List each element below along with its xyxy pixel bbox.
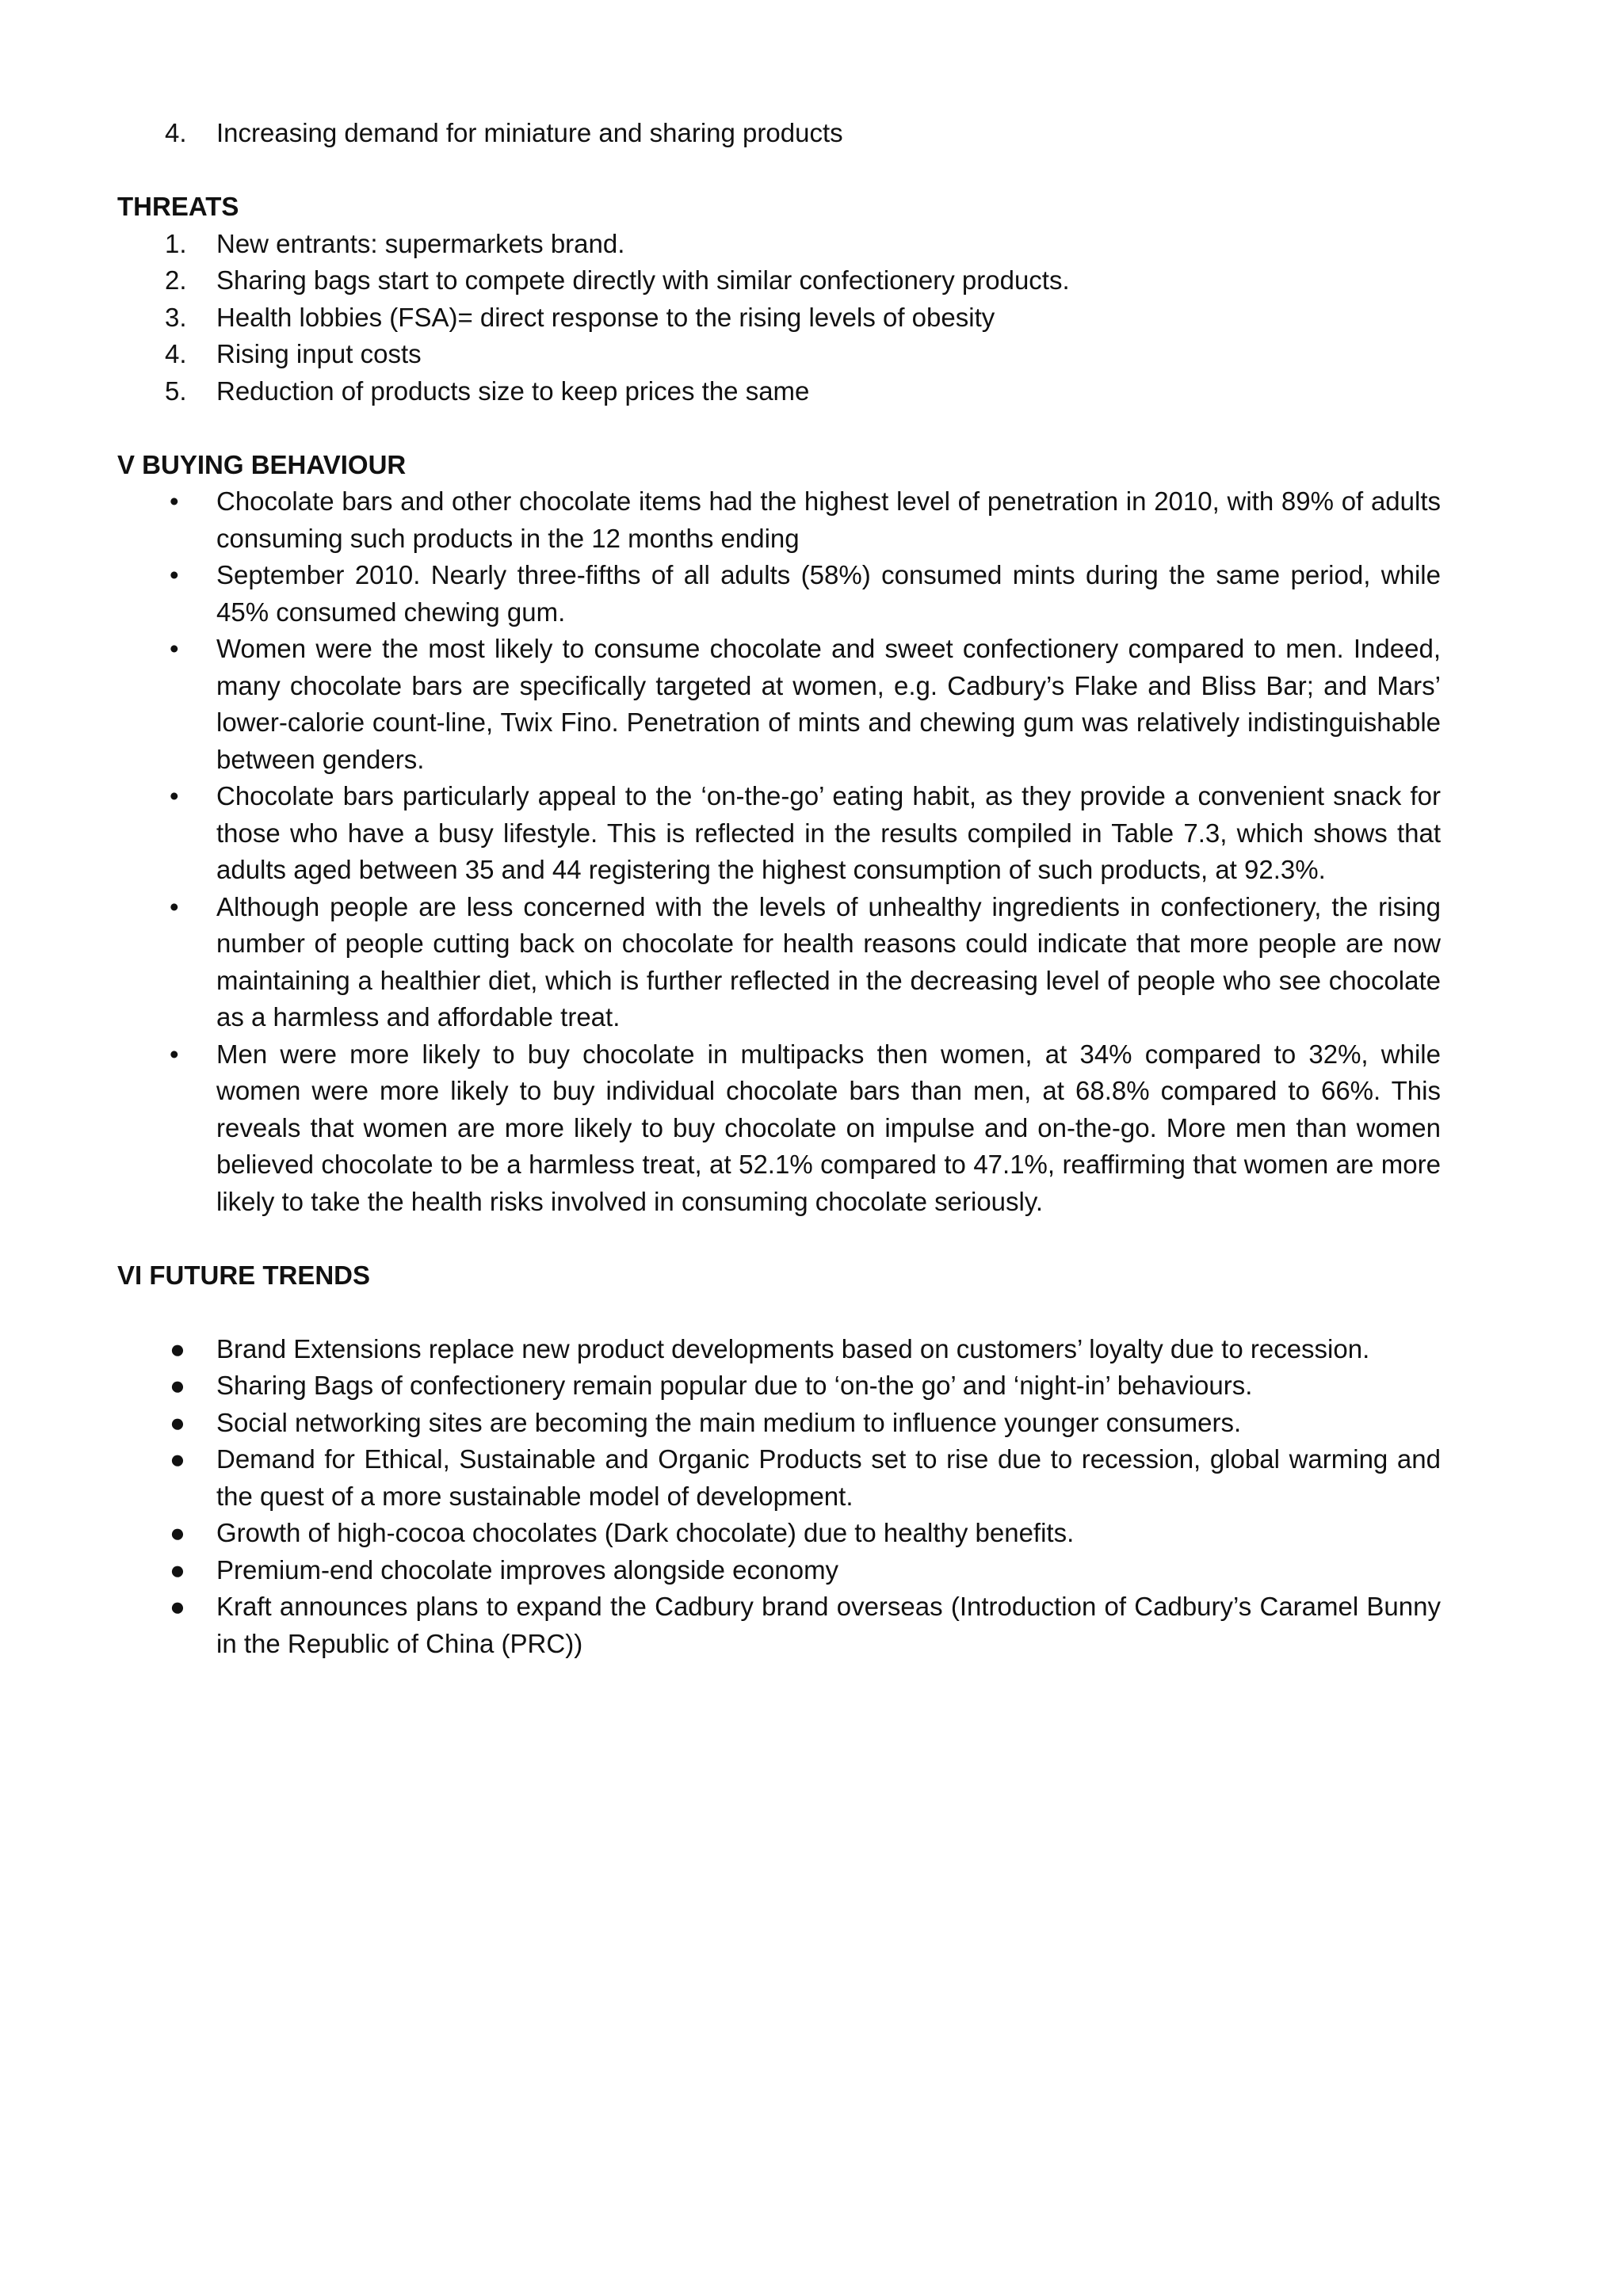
threat-item [117,336,1441,373]
bullet-icon: ● [170,1371,185,1400]
list-item-text: Women were the most likely to consume chocolate and sweet confectionery compared to men. Indeed, many chocolate bars are specifically targeted at women, e.g. Cadbury’s Flake and Bliss Bar; and Mars’ lower-calorie count-line, Twix Fino. Penetration of mints and chewing gum was relatively indistinguishable between genders. [216,634,1441,774]
list-item-text: Rising input costs [216,339,422,368]
list-item-text: Although people are less concerned with the levels of unhealthy ingredients in confectionery, the rising number of people cutting back on chocolate for health reasons could indicate that more people are now maintaining a healthier diet, which is further reflected in the decreasing level of people who see chocolate as a harmless and affordable treat. [216,891,1441,1032]
buying-item [117,631,1441,778]
list-item-text: Health lobbies (FSA)= direct response to the rising levels of obesity [216,302,995,332]
future-trends-list [117,1331,1441,1663]
list-item-text: New entrants: supermarkets brand. [216,228,625,258]
spacer [117,1294,1441,1331]
future-item [117,1405,1441,1442]
list-item-text: Demand for Ethical, Sustainable and Organic Products set to rise due to recession, global warming and the quest of a more sustainable model of development. [216,1444,1441,1511]
future-item [117,1367,1441,1405]
buying-item [117,483,1441,557]
buying-item [117,1036,1441,1221]
bullet-icon: • [170,634,179,663]
bullet-icon: • [170,486,179,516]
threats-heading: THREATS [117,192,239,221]
spacer [117,1220,1441,1257]
list-item-text: Growth of high-cocoa chocolates (Dark chocolate) due to healthy benefits. [216,1518,1075,1547]
list-item-text: Sharing bags start to compete directly with similar confectionery products. [216,265,1070,295]
list-number: 4. [165,339,187,368]
bullet-icon: ● [170,1444,185,1474]
buying-item [117,889,1441,1036]
spacer [117,410,1441,447]
threat-item [117,262,1441,299]
future-item [117,1589,1441,1662]
bullet-icon: ● [170,1407,185,1437]
list-number: 4. [165,118,187,147]
list-item-text: Kraft announces plans to expand the Cadbury brand overseas (Introduction of Cadbury’s Caramel Bunny in the Republic of China (PRC)) [216,1592,1441,1658]
list-item-text: Men were more likely to buy chocolate in multipacks then women, at 34% compared to 32%, while women were more likely to buy individual chocolate bars than men, at 68.8% compared to 66%. This reveals that women are more likely to buy chocolate on impulse and on-the-go. More men than women believed chocolate to be a harmless treat, at 52.1% compared to 47.1%, reaffirming that women are more likely to take the health risks involved in consuming chocolate seriously. [216,1039,1441,1216]
buying-item [117,778,1441,889]
opportunity-item-4 [117,115,1441,152]
bullet-icon: ● [170,1554,185,1585]
threats-list [117,226,1441,410]
list-item-text: Brand Extensions replace new product developments based on customers’ loyalty due to recession. [216,1333,1370,1363]
buying-behaviour-heading: V BUYING BEHAVIOUR [117,449,407,479]
threat-item [117,226,1441,263]
list-item-text: Sharing Bags of confectionery remain popular due to ‘on-the go’ and ‘night-in’ behaviours. [216,1371,1253,1400]
future-trends-heading: VI FUTURE TRENDS [117,1260,371,1290]
list-item-text: Premium-end chocolate improves alongside economy [216,1554,839,1585]
future-item [117,1331,1441,1368]
spacer [117,152,1441,189]
bullet-icon: • [170,1039,179,1069]
list-item-text: Increasing demand for miniature and sharing products [216,118,843,147]
threat-item [117,299,1441,337]
list-number: 1. [165,228,187,258]
bullet-icon: ● [170,1333,185,1363]
list-number: 3. [165,302,187,332]
list-item-text: Chocolate bars and other chocolate items had the highest level of penetration in 2010, with 89% of adults consuming such products in the 12 months ending [216,486,1441,553]
future-item [117,1515,1441,1552]
list-item-text: Chocolate bars particularly appeal to the ‘on-the-go’ eating habit, as they provide a convenient snack for those who have a busy lifestyle. This is reflected in the results compiled in Table 7.3, which shows that adults aged between 35 and 44 registering the highest consumption of such products, at 92.3%. [216,781,1441,884]
list-item-text: September 2010. Nearly three-fifths of all adults (58%) consumed mints during the same period, while 45% consumed chewing gum. [216,560,1441,627]
bullet-icon: ● [170,1592,185,1621]
future-item [117,1552,1441,1589]
list-number: 5. [165,376,187,406]
bullet-icon: ● [170,1518,185,1547]
document-page [117,115,1441,1662]
buying-item [117,557,1441,631]
list-item-text: Social networking sites are becoming the main medium to influence younger consumers. [216,1407,1242,1437]
buying-behaviour-list [117,483,1441,1220]
bullet-icon: • [170,891,179,921]
threat-item [117,373,1441,410]
list-item-text: Reduction of products size to keep prices the same [216,376,810,406]
list-number: 2. [165,265,187,295]
bullet-icon: • [170,781,179,810]
future-item [117,1441,1441,1515]
bullet-icon: • [170,560,179,589]
